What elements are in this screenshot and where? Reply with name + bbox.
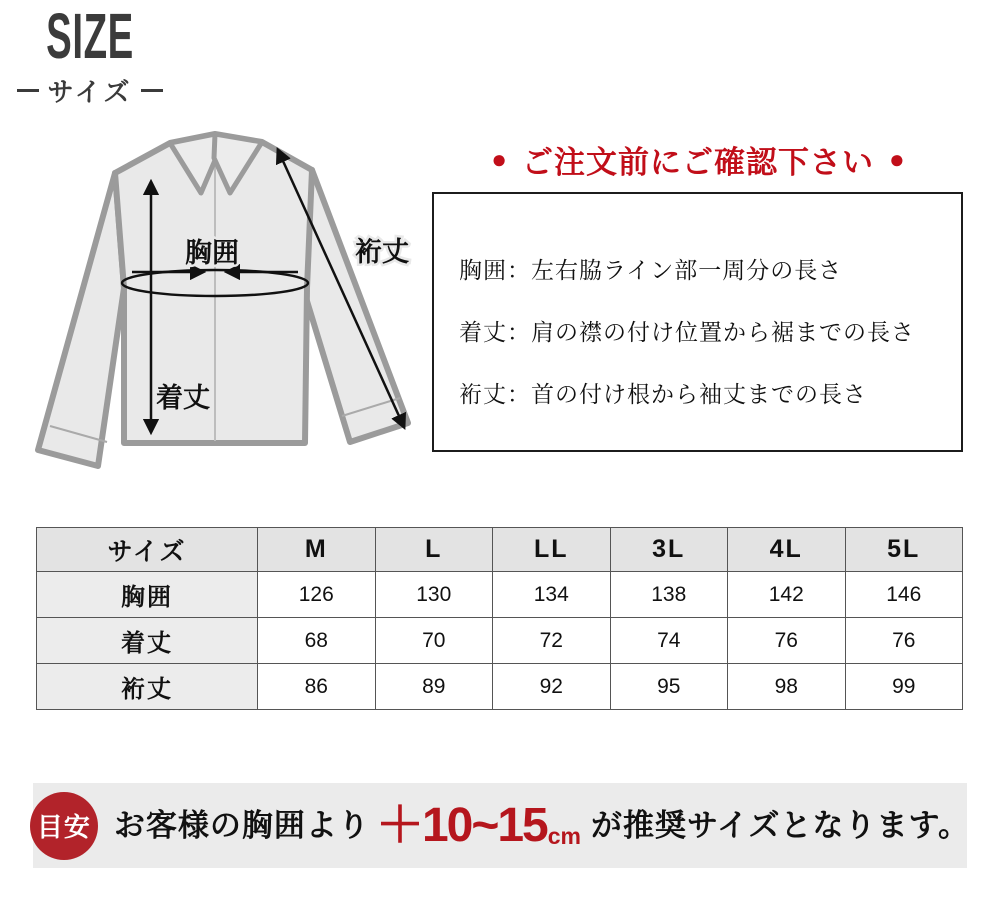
table-cell: 76 [845,618,963,664]
sleeve-label: 裄丈 [355,237,409,267]
table-cell: 130 [375,572,493,618]
table-cell: 146 [845,572,963,618]
table-cell: 98 [728,664,846,710]
shirt-left-sleeve [38,173,124,466]
table-cell: 74 [610,618,728,664]
page-subtitle: サイズ [47,77,133,107]
recommendation-text-after: が推奨サイズとなります。 [591,808,971,843]
table-cell: 70 [375,618,493,664]
page-subtitle-row [15,72,165,109]
page-title: SIZE [46,0,134,72]
row-label-chest: 胸囲 [37,572,258,618]
size-table-header-row [37,528,963,572]
guide-badge: 目安 [30,792,98,860]
notice-heading-text: ご注文前にご確認下さい [522,144,874,180]
table-cell: 68 [258,618,376,664]
table-cell: 99 [845,664,963,710]
notice-line-length: 着丈：肩の襟の付け位置から裾までの長さ [459,319,915,345]
header-cell-m: M [258,528,376,572]
table-cell: 89 [375,664,493,710]
header-cell-size: サイズ [37,528,258,572]
table-cell: 95 [610,664,728,710]
measurement-notice-box [432,192,963,452]
table-cell: 126 [258,572,376,618]
page-title-block [15,0,165,109]
bullet-icon-left: ● [491,144,507,174]
shirt-body [115,134,312,443]
notice-heading [428,140,968,178]
recommendation-highlight: ＋10~15 [375,798,547,852]
subtitle-dash-right [141,89,163,92]
size-table [36,527,963,710]
table-cell: 134 [493,572,611,618]
shirt-measurement-diagram [20,120,420,470]
recommendation-unit: cm [547,822,582,849]
row-label-sleeve: 裄丈 [37,664,258,710]
subtitle-dash-left [17,89,39,92]
table-cell: 86 [258,664,376,710]
table-cell: 138 [610,572,728,618]
header-cell-l: L [375,528,493,572]
chest-label: 胸囲 [185,238,239,268]
notice-line-sleeve: 裄丈：首の付け根から袖丈までの長さ [459,381,867,407]
table-cell: 76 [728,618,846,664]
header-cell-ll: LL [493,528,611,572]
recommendation-text [113,798,971,852]
notice-line-chest: 胸囲：左右脇ライン部一周分の長さ [459,257,843,283]
table-row-chest [37,572,963,618]
header-cell-3l: 3L [610,528,728,572]
length-label: 着丈 [156,383,210,413]
recommendation-text-before: お客様の胸囲より [113,808,370,843]
bullet-icon-right: ● [889,144,905,174]
table-cell: 92 [493,664,611,710]
header-cell-4l: 4L [728,528,846,572]
table-row-length [37,618,963,664]
recommendation-bar [33,783,971,868]
table-cell: 142 [728,572,846,618]
header-cell-5l: 5L [845,528,963,572]
table-cell: 72 [493,618,611,664]
row-label-length: 着丈 [37,618,258,664]
table-row-sleeve [37,664,963,710]
